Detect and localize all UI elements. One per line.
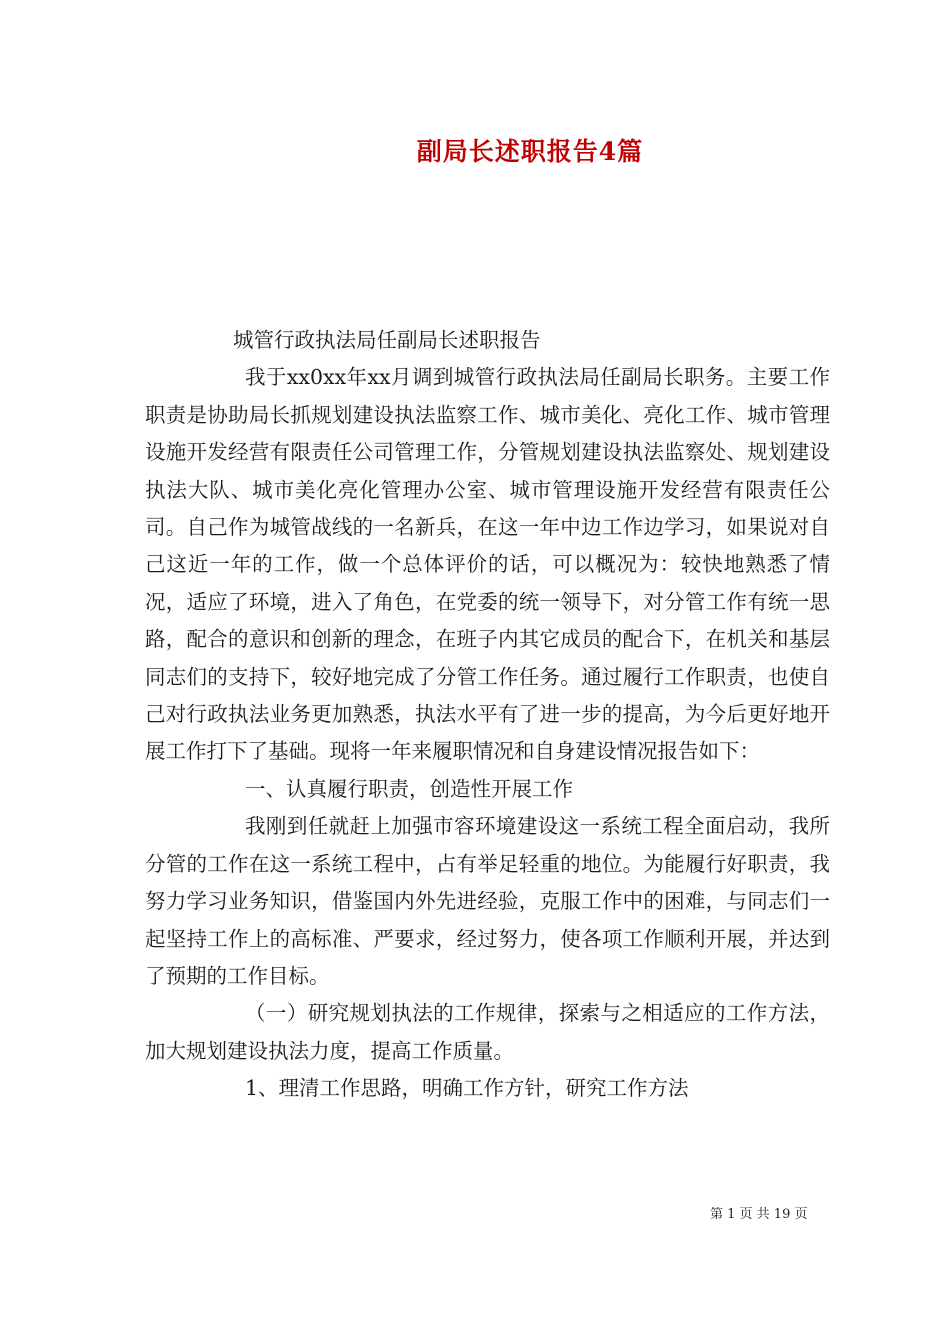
subsection-heading-1: （一）研究规划执法的工作规律，探索与之相适应的工作方法，加大规划建设执法力度，提高工作质量。 xyxy=(145,1001,830,1063)
item-heading-1: 1、理清工作思路，明确工作方针，研究工作方法 xyxy=(245,1076,689,1101)
page-number: 第 1 页 共 19 页 xyxy=(710,1207,808,1222)
section-heading-1: 一、认真履行职责，创造性开展工作 xyxy=(245,776,573,801)
document-title: 副局长述职报告4篇 xyxy=(416,137,644,166)
document-subtitle: 城管行政执法局任副局长述职报告 xyxy=(233,328,541,352)
document-body xyxy=(145,322,830,1108)
paragraph-1: 我于xx0xx年xx月调到城管行政执法局任副局长职务。主要工作职责是协助局长抓规划建设执法监察工作、城市美化、亮化工作、城市管理设施开发经营有限责任公司管理工作，分管规划建设执法监察处、规划建设执法大队、城市美化亮化管理办公室、城市管理设施开发经营有限责任公司。自己作为城管战线的一名新兵，在这一年中边工作边学习，如果说对自己这近一年的工作，做一个总体评价的话，可以概况为：较快地熟悉了情况，适应了环境，进入了角色，在党委的统一领导下，对分管工作有统一思路，配合的意识和创新的理念，在班子内其它成员的配合下，在机关和基层同志们的支持下，较好地完成了分管工作任务。通过履行工作职责，也使自己对行政执法业务更加熟悉，执法水平有了进一步的提高，为今后更好地开展工作打下了基础。现将一年来履职情况和自身建设情况报告如下： xyxy=(145,365,830,764)
paragraph-2: 我刚到任就赶上加强市容环境建设这一系统工程全面启动，我所分管的工作在这一系统工程中，占有举足轻重的地位。为能履行好职责，我努力学习业务知识，借鉴国内外先进经验，克服工作中的困难，与同志们一起坚持工作上的高标准、严要求，经过努力，使各项工作顺利开展，并达到了预期的工作目标。 xyxy=(145,814,830,988)
